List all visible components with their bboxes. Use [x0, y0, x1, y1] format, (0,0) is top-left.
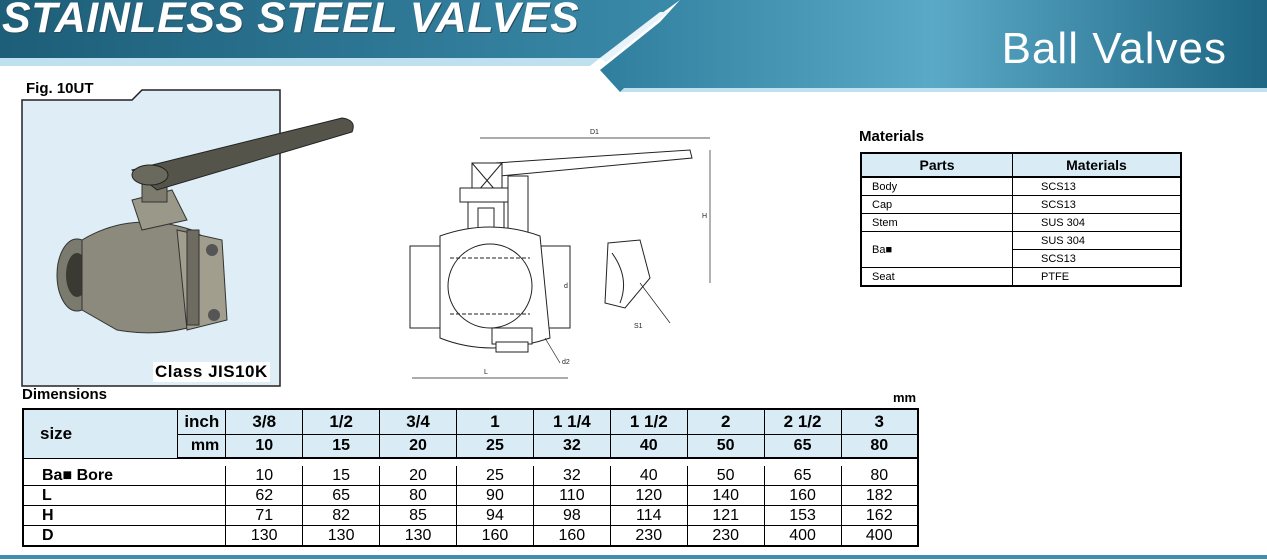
row-label: D [23, 526, 226, 547]
material-cell: PTFE [1013, 268, 1182, 287]
value-cell: 140 [687, 486, 764, 506]
size-inch-row [23, 409, 918, 435]
value-cell: 160 [457, 526, 534, 547]
size-inch-cell: 1 1/2 [610, 409, 687, 435]
size-inch-cell: 3/8 [226, 409, 303, 435]
materials-title: Materials [859, 128, 925, 145]
value-cell: 80 [841, 466, 918, 486]
value-cell: 71 [226, 506, 303, 526]
size-mm-cell: 80 [841, 435, 918, 459]
value-cell: 230 [610, 526, 687, 547]
class-label: Class JIS10K [155, 362, 268, 381]
material-cell: SCS13 [1013, 250, 1182, 268]
part-cell: Body [861, 177, 1013, 196]
value-cell: 162 [841, 506, 918, 526]
page-subtitle: Ball Valves [1001, 24, 1227, 73]
value-cell: 230 [687, 526, 764, 547]
figure-label: Fig. 10UT [26, 80, 94, 97]
table-row [23, 526, 918, 547]
value-cell: 120 [610, 486, 687, 506]
value-cell: 182 [841, 486, 918, 506]
size-inch-cell: 1 1/4 [533, 409, 610, 435]
material-cell: SUS 304 [1013, 214, 1182, 232]
value-cell: 400 [841, 526, 918, 547]
material-cell: SUS 304 [1013, 232, 1182, 250]
table-row [861, 177, 1181, 196]
value-cell: 98 [533, 506, 610, 526]
part-cell: Cap [861, 196, 1013, 214]
valve-photo [22, 90, 280, 386]
size-mm-cell: 10 [226, 435, 303, 459]
size-label: size [23, 409, 178, 458]
dim-label-h: H [702, 213, 708, 220]
table-row [23, 506, 918, 526]
size-mm-cell: 40 [610, 435, 687, 459]
page-title: STAINLESS STEEL VALVES [2, 0, 580, 42]
table-row [861, 232, 1181, 250]
row-label: L [23, 486, 226, 506]
value-cell: 160 [533, 526, 610, 547]
table-row [23, 466, 918, 486]
dim-label-s1: S1 [634, 323, 643, 330]
value-cell: 130 [303, 526, 380, 547]
size-mm-cell: 65 [764, 435, 841, 459]
dimensions-table [22, 408, 919, 547]
technical-drawing [400, 128, 708, 386]
spacer-row [23, 458, 918, 466]
table-row [23, 486, 918, 506]
materials-header-parts: Parts [861, 153, 1013, 177]
material-cell: SCS13 [1013, 177, 1182, 196]
value-cell: 15 [303, 466, 380, 486]
materials-header-row [861, 153, 1181, 177]
value-cell: 80 [380, 486, 457, 506]
size-inch-cell: 2 1/2 [764, 409, 841, 435]
value-cell: 65 [764, 466, 841, 486]
size-mm-cell: 20 [380, 435, 457, 459]
row-label: H [23, 506, 226, 526]
header-banner [0, 0, 1267, 92]
row-label: Ba■ Bore [23, 466, 226, 486]
value-cell: 25 [457, 466, 534, 486]
dim-label-l: L [484, 369, 488, 376]
size-mm-cell: 32 [533, 435, 610, 459]
part-cell: Ba■ [861, 232, 1013, 268]
dimensions-unit: mm [893, 390, 917, 405]
size-inch-cell: 1 [457, 409, 534, 435]
table-row [861, 214, 1181, 232]
table-row [861, 268, 1181, 287]
size-inch-cell: 3 [841, 409, 918, 435]
value-cell: 32 [533, 466, 610, 486]
dim-label-d2: d2 [562, 359, 570, 366]
mm-label: mm [178, 435, 226, 459]
value-cell: 20 [380, 466, 457, 486]
value-cell: 110 [533, 486, 610, 506]
materials-table [860, 152, 1182, 287]
part-cell: Seat [861, 268, 1013, 287]
size-mm-cell: 25 [457, 435, 534, 459]
value-cell: 85 [380, 506, 457, 526]
value-cell: 114 [610, 506, 687, 526]
value-cell: 65 [303, 486, 380, 506]
value-cell: 130 [226, 526, 303, 547]
value-cell: 121 [687, 506, 764, 526]
value-cell: 82 [303, 506, 380, 526]
table-row [861, 196, 1181, 214]
value-cell: 400 [764, 526, 841, 547]
inch-label: inch [178, 409, 226, 435]
materials-header-materials: Materials [1013, 153, 1182, 177]
size-mm-cell: 50 [687, 435, 764, 459]
value-cell: 94 [457, 506, 534, 526]
value-cell: 40 [610, 466, 687, 486]
value-cell: 90 [457, 486, 534, 506]
part-cell: Stem [861, 214, 1013, 232]
size-inch-cell: 3/4 [380, 409, 457, 435]
dim-label-d1: D1 [590, 129, 599, 136]
dim-label-d: d [564, 283, 568, 290]
value-cell: 62 [226, 486, 303, 506]
value-cell: 160 [764, 486, 841, 506]
value-cell: 10 [226, 466, 303, 486]
material-cell: SCS13 [1013, 196, 1182, 214]
size-inch-cell: 2 [687, 409, 764, 435]
size-mm-cell: 15 [303, 435, 380, 459]
value-cell: 153 [764, 506, 841, 526]
value-cell: 130 [380, 526, 457, 547]
dimensions-title: Dimensions [22, 386, 108, 403]
value-cell: 50 [687, 466, 764, 486]
size-inch-cell: 1/2 [303, 409, 380, 435]
bottom-rule [0, 555, 1267, 559]
